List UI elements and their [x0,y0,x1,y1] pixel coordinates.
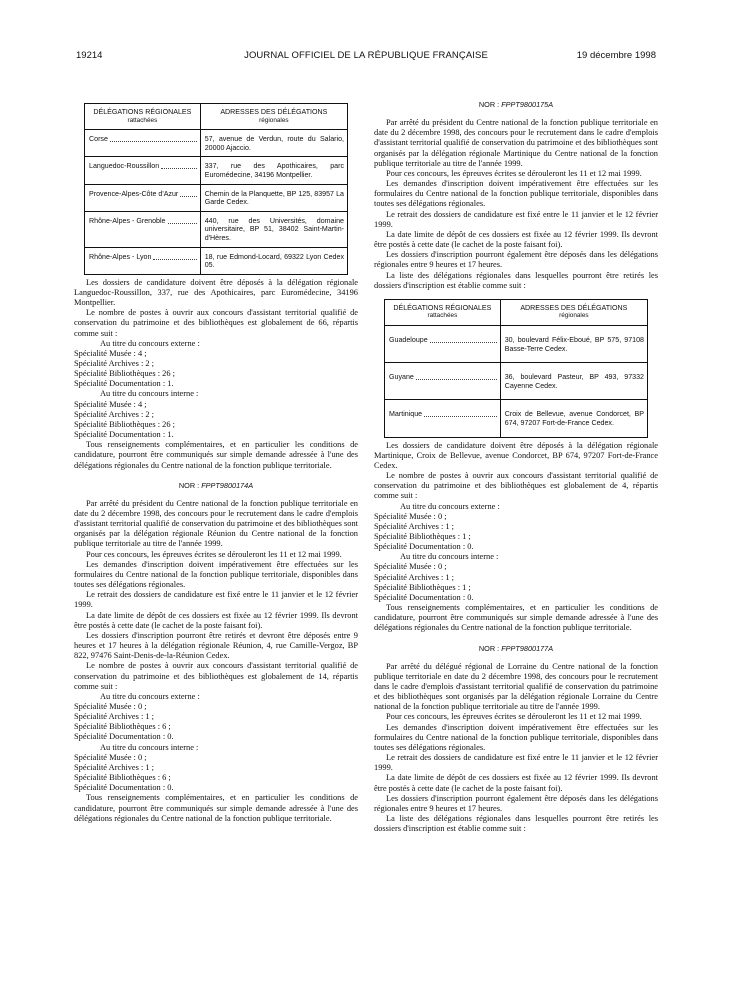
left-column [74,103,358,824]
paragraph: Le nombre de postes à ouvrir aux concours d'assistant territorial qualifié de conservation du patrimoine et des bibliothèques est globalement de 14, répartis comme suit : [74,661,358,691]
paragraph: Le retrait des dossiers de candidature est fixé entre le 11 janvier et le 12 février 1999. [74,590,358,610]
paragraph: Le nombre de postes à ouvrir aux concours d'assistant territorial qualifié de conservation du patrimoine et des bibliothèques est globalement de 4, répartis comme suit : [374,471,658,501]
journal-title: JOURNAL OFFICIEL DE LA RÉPUBLIQUE FRANÇAISE [244,50,488,61]
paragraph: Tous renseignements complémentaires, et en particulier les conditions de candidature, pourront être communiqués sur simple demande adressée à l'une des délégations régionales du Centre national de la fonction publique territoriale. [74,793,358,823]
delegation-address: 337, rue des Apothicaires, parc Euromédecine, 34196 Montpellier. [200,157,347,184]
right-column [374,96,658,834]
list-heading: Au titre du concours interne : [400,552,499,562]
list-item: Spécialité Musée : 4 ; [74,348,147,358]
delegation-address: 30, boulevard Félix-Eboué, BP 575, 97108 Basse-Terre Cedex. [500,326,647,363]
delegation-name: Languedoc-Roussillon [89,162,160,171]
paragraph: Pour ces concours, les épreuves écrites se dérouleront les 11 et 12 mai 1999. [86,549,342,559]
list-item: Spécialité Archives : 1 ; [74,762,155,772]
paragraph: La liste des délégations régionales dans lesquelles pourront être retirés les dossiers d'inscription est établie comme suit : [374,814,658,834]
paragraph: Les dossiers d'inscription pourront également être déposés dans les délégations régionales entre 9 heures et 17 heures. [374,793,658,813]
table-header-delegations: DÉLÉGATIONS RÉGIONALES rattachées [385,299,501,325]
paragraph: Le nombre de postes à ouvrir aux concours d'assistant territorial qualifié de conservation du patrimoine et des bibliothèques est globalement de 66, répartis comme suit : [74,308,358,338]
list-item: Spécialité Documentation : 0. [374,542,474,552]
table-row [385,400,648,437]
list-item: Spécialité Documentation : 1. [74,430,174,440]
paragraph: Les demandes d'inscription doivent impérativement être effectuées sur les formulaires du Centre national de la fonction publique territoriale, disponibles dans toutes ses délégations régionales. [374,179,658,209]
table-header-addresses: ADRESSES DES DÉLÉGATIONS régionales [200,104,347,130]
paragraph: La date limite de dépôt de ces dossiers est fixée au 12 février 1999. Ils devront être postés à cette date (le cachet de la poste faisant foi). [374,773,658,793]
paragraph: Les dossiers d'inscription pourront être retirés et devront être déposés entre 9 heures et 17 heures à la délégation régionale Réunion, 4, rue Camille-Vergoz, BP 822, 97476 Saint-Denis-de-la-Réunion Cedex. [74,630,358,661]
list-item: Spécialité Archives : 1 ; [374,521,455,531]
table-row [85,184,348,211]
paragraph: Pour ces concours, les épreuves écrites se dérouleront les 11 et 12 mai 1999. [386,168,642,178]
list-heading: Au titre du concours externe : [400,501,500,511]
table-header-delegations: DÉLÉGATIONS RÉGIONALES rattachées [85,104,201,130]
list-item: Spécialité Archives : 1 ; [374,572,455,582]
list-item: Spécialité Bibliothèques : 6 ; [74,773,171,783]
delegations-table-left [84,103,348,275]
table-row [385,326,648,363]
list-item: Spécialité Musée : 0 ; [374,511,447,521]
list-heading: Au titre du concours interne : [100,742,199,752]
nor-code: FPPT9800177A [501,643,554,653]
delegation-address: 36, boulevard Pasteur, BP 493, 97332 Cayenne Cedex. [500,363,647,400]
delegations-table-right [384,299,648,438]
page-number: 19214 [76,50,103,61]
paragraph: Les dossiers d'inscription pourront également être déposés dans les délégations régionales entre 9 heures et 17 heures. [374,250,658,270]
paragraph: Le retrait des dossiers de candidature est fixé entre le 11 janvier et le 12 février 1999. [374,209,658,229]
table-row [85,157,348,184]
paragraph: Pour ces concours, les épreuves écrites se dérouleront les 11 et 12 mai 1999. [386,712,642,722]
page-header [76,50,656,64]
paragraph: Par arrêté du délégué régional de Lorraine du Centre national de la fonction publique territoriale en date du 2 décembre 1998, des concours pour le recrutement dans le cadre d'emplois d'assistant territorial qualifié de conservation du patrimoine et des bibliothèques sont organisés par la délégation régionale Lorraine du Centre national de la fonction publique territoriale au titre de l'année 1999. [374,661,658,712]
paragraph: Tous renseignements complémentaires, et en particulier les conditions de candidature, pourront être communiqués sur simple demande adressée à l'une des délégations régionales du Centre national de la fonction publique territoriale. [74,440,358,470]
paragraph: Les demandes d'inscription doivent impérativement être effectuées sur les formulaires du Centre national de la fonction publique territoriale, disponibles dans toutes ses délégations régionales. [74,559,358,590]
delegation-address: Chemin de la Planquette, BP 125, 83957 La Garde Cedex. [200,184,347,211]
delegation-name: Rhône-Alpes - Grenoble [89,216,166,225]
paragraph: Les dossiers de candidature doivent être déposés à la délégation régionale Martinique, Croix de Bellevue, avenue Condorcet, BP 674, 97207 Fort-de-France Cedex. [374,440,658,470]
table-row [85,211,348,247]
nor-heading: NOR : FPPT9800177A [478,643,554,653]
list-heading: Au titre du concours externe : [100,338,200,348]
paragraph: Le retrait des dossiers de candidature est fixé entre le 11 janvier et le 12 février 1999. [374,753,658,773]
delegation-name: Corse [89,135,108,144]
list-item: Spécialité Documentation : 1. [74,379,174,389]
list-item: Spécialité Archives : 2 ; [74,409,155,419]
nor-heading: NOR : FPPT9800174A [178,480,254,490]
nor-code: FPPT9800175A [501,100,554,109]
delegation-address: Croix de Bellevue, avenue Condorcet, BP 674, 97207 Fort-de-France Cedex. [500,400,647,437]
paragraph: Tous renseignements complémentaires, et en particulier les conditions de candidature, pourront être communiqués sur simple demande adressée à l'une des délégations régionales du Centre national de la fonction publique territoriale. [374,603,658,633]
table-header-addresses: ADRESSES DES DÉLÉGATIONS régionales [500,299,647,325]
delegation-name: Guadeloupe [389,336,428,344]
list-item: Spécialité Musée : 0 ; [74,701,147,711]
list-heading: Au titre du concours interne : [100,389,199,399]
nor-heading: NOR : FPPT9800175A [478,100,554,109]
paragraph: Les dossiers de candidature doivent être déposés à la délégation régionale Languedoc-Roussillon, 337, rue des Apothicaires, parc Euromédecine, 34196 Montpellier. [74,277,358,308]
list-item: Spécialité Musée : 0 ; [74,752,147,762]
table-row [85,247,348,274]
paragraph: Par arrêté du président du Centre national de la fonction publique territoriale en date du 2 décembre 1998, des concours pour le recrutement dans le cadre d'emplois d'assistant territorial qualifié de conservation du patrimoine et des bibliothèques sont organisés par la délégation régionale Réunion du Centre national de la fonction publique territoriale au titre de l'année 1999. [74,498,358,549]
delegation-name: Rhône-Alpes - Lyon [89,252,152,261]
delegation-address: 18, rue Edmond-Locard, 69322 Lyon Cedex 05. [200,247,347,274]
list-item: Spécialité Archives : 1 ; [74,712,155,722]
list-item: Spécialité Bibliothèques : 1 ; [374,531,471,541]
list-item: Spécialité Bibliothèques : 6 ; [74,722,171,732]
table-row [385,363,648,400]
delegation-name: Guyane [389,373,414,382]
delegation-address: 440, rue des Universités, domaine universitaire, BP 51, 38402 Saint-Martin-d'Hères. [200,211,347,247]
list-item: Spécialité Bibliothèques : 1 ; [374,582,471,592]
list-item: Spécialité Documentation : 0. [74,783,174,793]
nor-code: FPPT9800174A [201,480,254,490]
paragraph: La date limite de dépôt de ces dossiers est fixée au 12 février 1999. Ils devront être postés à cette date (le cachet de la poste faisant foi). [374,229,658,250]
paragraph: Par arrêté du président du Centre national de la fonction publique territoriale en date du 2 décembre 1998, des concours pour le recrutement dans le cadre d'emplois d'assistant territorial qualifié de conservation du patrimoine et des bibliothèques sont organisés par la délégation régionale Martinique du Centre national de la fonction publique territoriale au titre de l'année 1999. [374,118,658,168]
delegation-name: Martinique [389,410,423,419]
list-item: Spécialité Bibliothèques : 26 ; [74,369,175,379]
list-item: Spécialité Documentation : 0. [74,732,174,742]
list-item: Spécialité Musée : 4 ; [74,399,147,409]
delegation-address: 57, avenue de Verdun, route du Salario, 20000 Ajaccio. [200,130,347,157]
delegation-name: Provence-Alpes-Côte d'Azur [89,189,179,198]
list-item: Spécialité Musée : 0 ; [374,562,447,572]
issue-date: 19 décembre 1998 [576,50,656,61]
list-heading: Au titre du concours externe : [100,691,200,701]
list-item: Spécialité Bibliothèques : 26 ; [74,419,175,429]
list-item: Spécialité Archives : 2 ; [74,358,155,368]
paragraph: Les demandes d'inscription doivent impérativement être effectuées sur les formulaires du Centre national de la fonction publique territoriale, disponibles dans toutes ses délégations régionales. [374,722,658,752]
paragraph: La liste des délégations régionales dans lesquelles pourront être retirés les dossiers d'inscription est établie comme suit : [374,270,658,290]
list-item: Spécialité Documentation : 0. [374,592,474,602]
paragraph: La date limite de dépôt de ces dossiers est fixée au 12 février 1999. Ils devront être postés à cette date (le cachet de la poste faisant foi). [74,610,358,630]
table-row [85,130,348,157]
